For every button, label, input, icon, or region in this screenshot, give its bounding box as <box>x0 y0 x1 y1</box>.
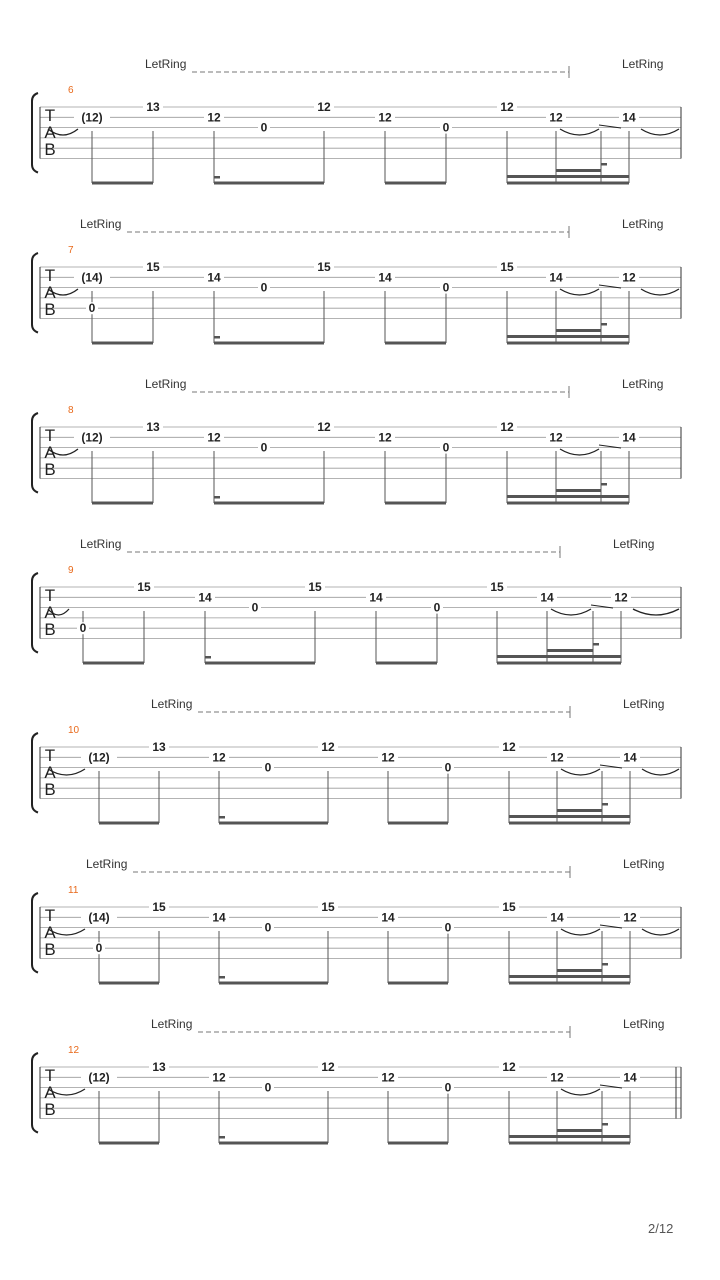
fret-number: 12 <box>212 750 226 765</box>
beam <box>497 662 621 665</box>
measure-number: 8 <box>68 405 74 416</box>
fret-number: 12 <box>207 430 221 445</box>
measure-number: 6 <box>68 85 74 96</box>
beam <box>385 342 446 345</box>
fret-number: (14) <box>88 910 110 925</box>
tab-system <box>32 57 681 185</box>
beam <box>385 182 446 185</box>
beam <box>99 822 159 825</box>
fret-number: (14) <box>81 270 103 285</box>
tab-clef-letter: A <box>44 603 56 622</box>
fret-number: 0 <box>444 1080 452 1095</box>
beam <box>214 502 324 505</box>
let-ring-label: LetRing <box>622 217 664 231</box>
fret-number: 12 <box>550 1070 564 1085</box>
tab-clef-letter: A <box>44 763 56 782</box>
tab-clef-letter: B <box>44 460 56 479</box>
system-bracket <box>32 253 38 333</box>
beam <box>214 182 324 185</box>
dot-mark <box>214 496 220 499</box>
fret-number: 12 <box>502 1060 516 1074</box>
tie-arc <box>641 289 679 295</box>
beam <box>219 982 328 985</box>
fret-number: 14 <box>212 910 226 925</box>
let-ring-label: LetRing <box>622 57 664 71</box>
fret-number: 14 <box>622 430 636 445</box>
fret-number: 0 <box>95 941 103 956</box>
let-ring-label: LetRing <box>623 1017 665 1031</box>
fret-number: 12 <box>378 110 392 125</box>
dot-mark <box>219 1136 225 1139</box>
beam <box>509 1142 630 1145</box>
dot-mark <box>219 976 225 979</box>
measure-number: 12 <box>68 1045 80 1056</box>
beam-stub <box>593 643 599 646</box>
tab-clef-letter: A <box>44 123 56 142</box>
fret-number: 12 <box>381 1070 395 1085</box>
fret-number: 15 <box>502 900 516 914</box>
fret-number: 12 <box>500 420 514 434</box>
fret-number: 0 <box>260 440 268 455</box>
tab-system <box>32 217 681 345</box>
fret-number: 14 <box>623 1070 637 1085</box>
measure-number: 7 <box>68 245 74 256</box>
tie-arc <box>633 609 679 615</box>
beam <box>507 182 629 185</box>
tab-clef-letter: T <box>44 586 56 605</box>
beam <box>509 815 630 818</box>
beam <box>507 502 629 505</box>
beam <box>497 655 621 658</box>
let-ring-label: LetRing <box>622 377 664 391</box>
tab-system <box>32 377 681 505</box>
beam <box>557 1129 602 1132</box>
tie-arc <box>551 609 591 615</box>
tab-clef-letter: T <box>44 106 56 125</box>
tab-system <box>32 857 681 985</box>
fret-number: 0 <box>433 600 441 615</box>
beam <box>509 975 630 978</box>
fret-number: 0 <box>444 760 452 775</box>
let-ring-label: LetRing <box>145 57 187 71</box>
beam <box>509 822 630 825</box>
tie-arc <box>641 129 679 135</box>
tab-clef-letter: A <box>44 923 56 942</box>
tie-arc <box>561 929 600 935</box>
fret-number: 0 <box>444 920 452 935</box>
system-bracket <box>32 573 38 653</box>
tab-clef-letter: B <box>44 940 56 959</box>
fret-number: 0 <box>264 760 272 775</box>
fret-number: 14 <box>549 270 563 285</box>
tab-clef-letter: B <box>44 300 56 319</box>
tab-clef-letter: A <box>44 1083 56 1102</box>
fret-number: (12) <box>88 1070 110 1085</box>
fret-number: 14 <box>378 270 392 285</box>
beam <box>214 342 324 345</box>
let-ring-label: LetRing <box>613 537 655 551</box>
fret-number: 0 <box>264 1080 272 1095</box>
beam <box>205 662 315 665</box>
beam-stub <box>602 803 608 806</box>
fret-number: 0 <box>260 120 268 135</box>
fret-number: 15 <box>500 260 514 274</box>
let-ring-label: LetRing <box>86 857 128 871</box>
fret-number: 12 <box>317 420 331 434</box>
tab-clef-letter: A <box>44 283 56 302</box>
fret-number: 15 <box>308 580 322 594</box>
tab-clef-letter: A <box>44 443 56 462</box>
fret-number: 0 <box>260 280 268 295</box>
let-ring-label: LetRing <box>151 1017 193 1031</box>
tab-system <box>32 1017 681 1145</box>
beam-stub <box>602 1123 608 1126</box>
measure-number: 10 <box>68 725 80 736</box>
beam-stub <box>601 163 607 166</box>
let-ring-label: LetRing <box>623 697 665 711</box>
beam <box>92 502 153 505</box>
fret-number: 12 <box>500 100 514 114</box>
fret-number: 14 <box>550 910 564 925</box>
fret-number: 13 <box>146 420 160 434</box>
beam <box>556 169 601 172</box>
fret-number: 14 <box>381 910 395 925</box>
let-ring-label: LetRing <box>80 537 122 551</box>
system-bracket <box>32 413 38 493</box>
fret-number: 12 <box>212 1070 226 1085</box>
fret-number: 13 <box>152 1060 166 1074</box>
beam-stub <box>601 483 607 486</box>
fret-number: (12) <box>81 430 103 445</box>
fret-number: (12) <box>88 750 110 765</box>
system-bracket <box>32 733 38 813</box>
beam-stub <box>602 963 608 966</box>
fret-number: 0 <box>442 440 450 455</box>
fret-number: 12 <box>378 430 392 445</box>
fret-number: 13 <box>152 740 166 754</box>
beam <box>99 1142 159 1145</box>
beam <box>507 342 629 345</box>
tab-clef-letter: T <box>44 1066 56 1085</box>
fret-number: 0 <box>251 600 259 615</box>
tie-arc <box>560 129 599 135</box>
beam <box>388 822 448 825</box>
beam <box>507 175 629 178</box>
beam <box>547 649 593 652</box>
fret-number: 12 <box>317 100 331 114</box>
fret-number: 12 <box>549 110 563 125</box>
tab-clef-letter: T <box>44 426 56 445</box>
tie-arc <box>560 289 599 295</box>
tie-arc <box>560 449 599 455</box>
tie-arc <box>561 1089 600 1095</box>
beam <box>507 495 629 498</box>
fret-number: 0 <box>264 920 272 935</box>
tab-system <box>32 697 681 825</box>
fret-number: 15 <box>490 580 504 594</box>
tie-arc <box>561 769 600 775</box>
beam <box>92 342 153 345</box>
tab-clef-letter: B <box>44 140 56 159</box>
fret-number: 15 <box>146 260 160 274</box>
beam <box>83 662 144 665</box>
beam <box>556 329 601 332</box>
dot-mark <box>205 656 211 659</box>
tab-clef-letter: T <box>44 906 56 925</box>
beam <box>556 489 601 492</box>
fret-number: 12 <box>321 740 335 754</box>
fret-number: 14 <box>623 750 637 765</box>
page-number: 2/12 <box>648 1221 674 1236</box>
dot-mark <box>214 336 220 339</box>
fret-number: 12 <box>622 270 636 285</box>
fret-number: 13 <box>146 100 160 114</box>
beam <box>388 982 448 985</box>
fret-number: 12 <box>623 910 637 925</box>
system-bracket <box>32 93 38 173</box>
beam <box>92 182 153 185</box>
system-bracket <box>32 893 38 973</box>
beam <box>557 809 602 812</box>
tie-arc <box>642 929 679 935</box>
tab-clef-letter: B <box>44 780 56 799</box>
dot-mark <box>219 816 225 819</box>
system-bracket <box>32 1053 38 1133</box>
beam <box>507 335 629 338</box>
let-ring-label: LetRing <box>145 377 187 391</box>
let-ring-label: LetRing <box>151 697 193 711</box>
let-ring-label: LetRing <box>623 857 665 871</box>
tab-clef-letter: B <box>44 1100 56 1119</box>
fret-number: 12 <box>207 110 221 125</box>
fret-number: 0 <box>442 120 450 135</box>
fret-number: (12) <box>81 110 103 125</box>
fret-number: 14 <box>540 590 554 605</box>
measure-number: 9 <box>68 565 74 576</box>
tie-arc <box>642 769 679 775</box>
fret-number: 14 <box>207 270 221 285</box>
fret-number: 15 <box>321 900 335 914</box>
let-ring-label: LetRing <box>80 217 122 231</box>
fret-number: 12 <box>550 750 564 765</box>
beam <box>557 969 602 972</box>
beam <box>385 502 446 505</box>
fret-number: 14 <box>622 110 636 125</box>
tab-clef-letter: T <box>44 266 56 285</box>
fret-number: 15 <box>152 900 166 914</box>
fret-number: 14 <box>369 590 383 605</box>
beam <box>219 822 328 825</box>
dot-mark <box>214 176 220 179</box>
fret-number: 0 <box>88 301 96 316</box>
fret-number: 15 <box>137 580 151 594</box>
fret-number: 12 <box>381 750 395 765</box>
beam <box>509 982 630 985</box>
fret-number: 14 <box>198 590 212 605</box>
tab-clef-letter: B <box>44 620 56 639</box>
beam <box>509 1135 630 1138</box>
fret-number: 15 <box>317 260 331 274</box>
fret-number: 12 <box>549 430 563 445</box>
tab-system <box>32 537 681 665</box>
fret-number: 12 <box>321 1060 335 1074</box>
beam-stub <box>601 323 607 326</box>
fret-number: 0 <box>442 280 450 295</box>
beam <box>376 662 437 665</box>
beam <box>219 1142 328 1145</box>
fret-number: 12 <box>502 740 516 754</box>
tab-clef-letter: T <box>44 746 56 765</box>
fret-number: 0 <box>79 621 87 636</box>
beam <box>388 1142 448 1145</box>
beam <box>99 982 159 985</box>
measure-number: 11 <box>68 885 79 896</box>
fret-number: 12 <box>614 590 628 605</box>
